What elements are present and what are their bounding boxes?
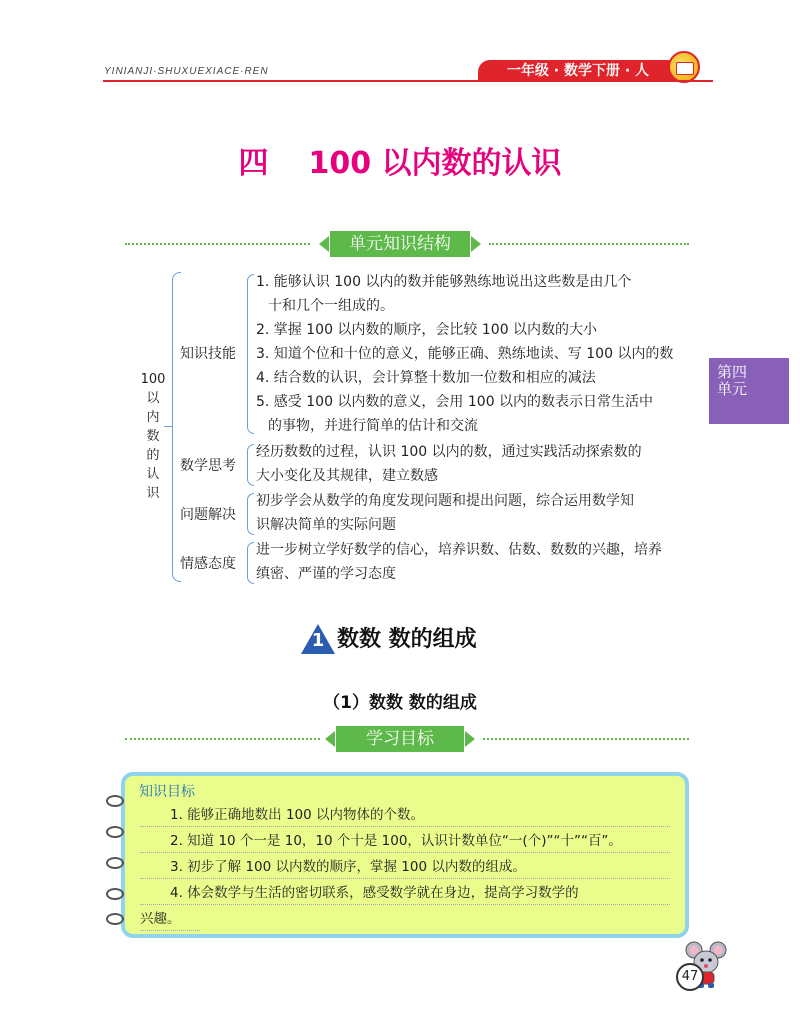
tree-root-line: 的 bbox=[146, 448, 160, 463]
page-number: 47 bbox=[676, 963, 704, 991]
band-arrow-left-icon bbox=[319, 236, 329, 252]
tree-line: 3. 知道个位和十位的意义，能够正确、熟练地读、写 100 以内的数 bbox=[256, 346, 674, 362]
section-knowledge-structure: 单元知识结构 bbox=[330, 231, 470, 257]
tree-line: 5. 感受 100 以内数的意义，会用 100 以内的数表示日常生活中 bbox=[256, 394, 654, 410]
lesson-subtitle: （1）数数 数的组成 bbox=[323, 693, 477, 713]
tree-root bbox=[140, 370, 166, 503]
chapter-title bbox=[0, 138, 800, 182]
tree-main-brace-tip bbox=[164, 426, 172, 427]
lesson-number: 1 bbox=[311, 630, 325, 651]
category-label-skills: 知识技能 bbox=[180, 346, 236, 362]
category-brace-thinking bbox=[247, 444, 254, 486]
tree-line: 十和几个一组成的。 bbox=[268, 298, 394, 314]
section-learning-goals: 学习目标 bbox=[336, 726, 464, 752]
category-label-attitude: 情感态度 bbox=[180, 556, 236, 572]
category-brace-skills bbox=[247, 274, 254, 434]
goal-item: 2. 知道 10 个一是 10，10 个十是 100，认识计数单位“一(个)”“十”“百”。 bbox=[140, 830, 670, 853]
band-rule-right bbox=[483, 738, 689, 740]
tree-line: 缜密、严谨的学习态度 bbox=[256, 566, 396, 582]
category-brace-attitude bbox=[247, 542, 254, 584]
tree-root-line: 内 bbox=[146, 410, 160, 425]
category-content-attitude bbox=[256, 538, 706, 586]
tree-line: 2. 掌握 100 以内数的顺序，会比较 100 以内数的大小 bbox=[256, 322, 598, 338]
tree-root-line: 数 bbox=[146, 429, 160, 444]
tree-line: 的事物，并进行简单的估计和交流 bbox=[268, 418, 478, 434]
tree-line: 4. 结合数的认识，会计算整十数加一位数和相应的减法 bbox=[256, 370, 596, 386]
goal-item: 4. 体会数学与生活的密切联系，感受数学就在身边，提高学习数学的 bbox=[140, 882, 670, 905]
goal-item: 兴趣。 bbox=[140, 908, 200, 931]
chapter-number: 四 bbox=[238, 146, 269, 181]
tree-root-line: 以 bbox=[146, 391, 160, 406]
binder-ring-icon bbox=[106, 888, 124, 900]
unit-tab-line: 单元 bbox=[717, 380, 748, 398]
tree-line: 进一步树立学好数学的信心，培养识数、估数、数数的兴趣，培养 bbox=[256, 542, 662, 558]
goal-item: 1. 能够正确地数出 100 以内物体的个数。 bbox=[140, 804, 670, 827]
band-arrow-right-icon bbox=[471, 236, 481, 252]
band-rule-right bbox=[489, 243, 689, 245]
binder-ring-icon bbox=[106, 826, 124, 838]
binder-ring-icon bbox=[106, 795, 124, 807]
band-arrow-right-icon bbox=[465, 731, 475, 747]
binder-ring-icon bbox=[106, 913, 124, 925]
tree-line: 识解决简单的实际问题 bbox=[256, 517, 396, 533]
tree-line: 经历数数的过程，认识 100 以内的数，通过实践活动探索数的 bbox=[256, 444, 642, 460]
tree-root-line: 100 bbox=[140, 372, 166, 387]
tree-root-line: 认 bbox=[146, 467, 160, 482]
goals-heading: 知识目标 bbox=[139, 784, 195, 800]
category-brace-problem-solving bbox=[247, 493, 254, 535]
tree-root-line: 识 bbox=[146, 486, 160, 501]
book-badge-icon bbox=[668, 51, 700, 83]
category-label-problem-solving: 问题解决 bbox=[180, 507, 236, 523]
chapter-title-text: 100 以内数的认识 bbox=[308, 146, 562, 181]
tree-main-brace bbox=[172, 272, 181, 582]
band-arrow-left-icon bbox=[325, 731, 335, 747]
goal-item: 3. 初步了解 100 以内数的顺序，掌握 100 以内数的组成。 bbox=[140, 856, 670, 879]
header-grade-tab: 一年级 · 数学下册 · 人 bbox=[478, 60, 678, 82]
binder-ring-icon bbox=[106, 857, 124, 869]
category-content-skills bbox=[256, 270, 716, 438]
tree-line: 初步学会从数学的角度发现问题和提出问题，综合运用数学知 bbox=[256, 493, 634, 509]
band-rule-left bbox=[125, 243, 310, 245]
tree-line: 大小变化及其规律，建立数感 bbox=[256, 468, 438, 484]
lesson-title: 数数 数的组成 bbox=[337, 627, 477, 652]
category-content-problem-solving bbox=[256, 489, 706, 537]
unit-tab-line: 第四 bbox=[717, 363, 748, 381]
header-pinyin: YINIANJI·SHUXUEXIACE·REN bbox=[104, 66, 269, 77]
unit-side-tab bbox=[709, 358, 789, 424]
band-rule-left bbox=[125, 738, 320, 740]
category-content-thinking bbox=[256, 440, 706, 488]
header-rule bbox=[103, 80, 713, 82]
goals-list bbox=[140, 804, 670, 931]
tree-line: 1. 能够认识 100 以内的数并能够熟练地说出这些数是由几个 bbox=[256, 274, 632, 290]
category-label-thinking: 数学思考 bbox=[180, 458, 236, 474]
